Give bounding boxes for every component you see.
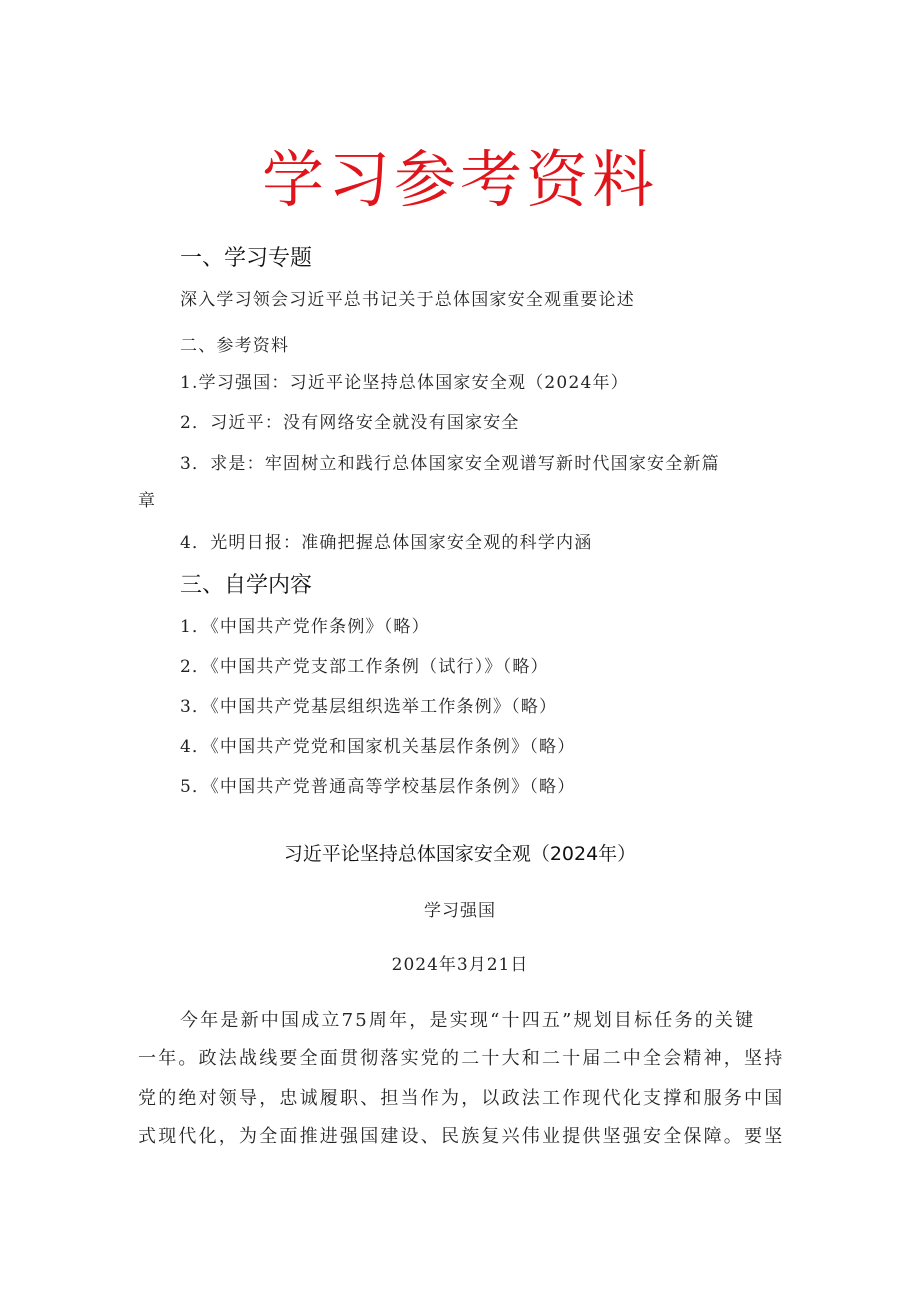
article-paragraph-line: 今年是新中国成立75周年，是实现“十四五”规划目标任务的关键	[180, 1010, 756, 1031]
self-study-item: 2．《中国共产党支部工作条例（试行）》（略）	[180, 657, 549, 677]
self-study-item: 4．《中国共产党党和国家机关基层作条例》（略）	[180, 737, 576, 757]
self-study-item: 3．《中国共产党基层组织选举工作条例》（略）	[180, 697, 558, 717]
section-heading-references: 二、参考资料	[180, 336, 290, 356]
article-paragraph-line: 党的绝对领导，忠诚履职、担当作为，以政法工作现代化支撑和服务中国	[138, 1088, 785, 1109]
article-source: 学习强国	[424, 901, 496, 921]
reference-item: 4．光明日报：准确把握总体国家安全观的科学内涵	[180, 533, 593, 553]
reference-item: 3．求是：牢固树立和践行总体国家安全观谱写新时代国家安全新篇	[180, 454, 720, 474]
self-study-item: 1．《中国共产党作条例》（略）	[180, 617, 430, 637]
article-title: 习近平论坚持总体国家安全观（2024年）	[283, 843, 637, 865]
article-paragraph-line: 式现代化，为全面推进强国建设、民族复兴伟业提供坚强安全保障。要坚	[138, 1126, 785, 1147]
section-heading-self-study: 三、自学内容	[180, 573, 313, 598]
self-study-item: 5．《中国共产党普通高等学校基层作条例》（略）	[180, 777, 576, 797]
reference-item-continuation: 章	[138, 491, 157, 511]
section-heading-topic: 一、学习专题	[180, 246, 313, 271]
reference-item: 1.学习强国：习近平论坚持总体国家安全观（2024年）	[180, 373, 629, 393]
reference-item: 2．习近平：没有网络安全就没有国家安全	[180, 413, 520, 433]
document-title: 学习参考资料	[261, 143, 658, 216]
article-date: 2024年3月21日	[391, 955, 529, 975]
topic-text: 深入学习领会习近平总书记关于总体国家安全观重要论述	[180, 290, 635, 310]
article-paragraph-line: 一年。政法战线要全面贯彻落实党的二十大和二十届二中全会精神，坚持	[138, 1048, 785, 1069]
